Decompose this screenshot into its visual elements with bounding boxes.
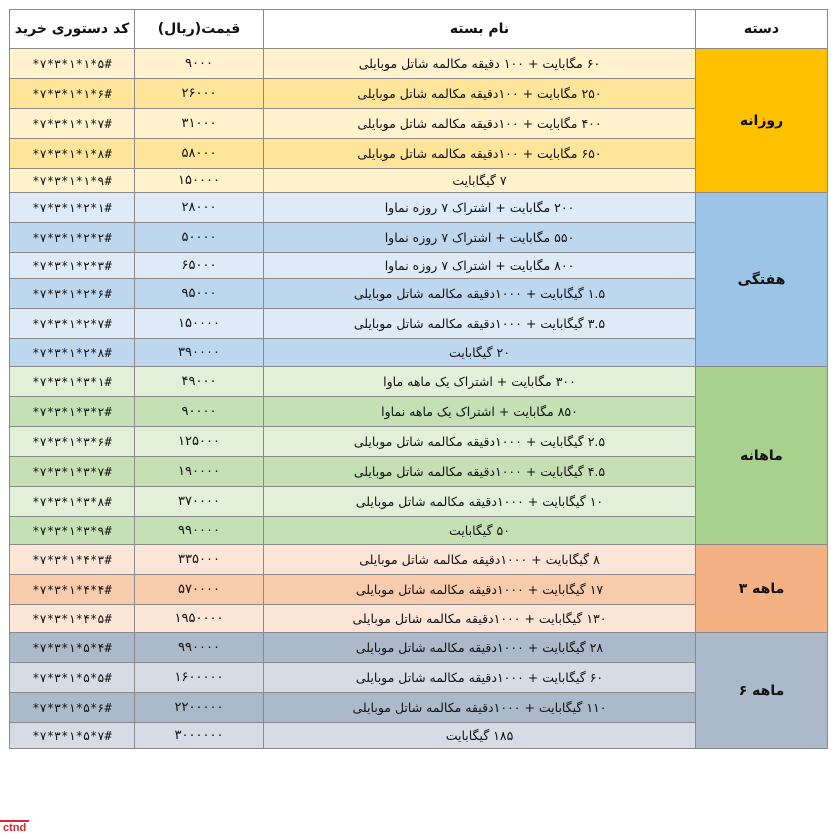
price-cell: ۱۹۰۰۰۰ [135, 457, 264, 487]
price-cell: ۱۵۰۰۰۰ [135, 309, 264, 339]
price-cell: ۱۹۵۰۰۰۰ [135, 605, 264, 633]
price-cell: ۵۷۰۰۰۰ [135, 575, 264, 605]
package-name-cell: ۴۰۰ مگابایت + ۱۰۰دقیقه مکالمه شاتل موبایلی [264, 109, 696, 139]
header-code: کد دستوری خرید [10, 10, 135, 49]
purchase-code-cell: *۷*۳*۱*۵*۶# [10, 693, 135, 723]
packages-table [9, 9, 828, 749]
price-cell: ۳۳۵۰۰۰ [135, 545, 264, 575]
package-name-cell: ۱۷ گیگابایت + ۱۰۰۰دقیقه مکالمه شاتل موبایلی [264, 575, 696, 605]
category-cell: روزانه [696, 49, 828, 193]
package-name-cell: ۲۰۰ مگابایت + اشتراک ۷ روزه نماوا [264, 193, 696, 223]
price-cell: ۳۹۰۰۰۰ [135, 339, 264, 367]
price-cell: ۹۰۰۰ [135, 49, 264, 79]
table-row [10, 367, 828, 397]
package-name-cell: ۶۰ مگابایت + ۱۰۰ دقیقه مکالمه شاتل موبایلی [264, 49, 696, 79]
category-cell: ماهانه [696, 367, 828, 545]
header-row [10, 10, 828, 49]
purchase-code-cell: *۷*۳*۱*۵*۴# [10, 633, 135, 663]
package-name-cell: ۱۰ گیگابایت + ۱۰۰۰دقیقه مکالمه شاتل موبایلی [264, 487, 696, 517]
purchase-code-cell: *۷*۳*۱*۵*۷# [10, 723, 135, 749]
price-cell: ۹۰۰۰۰ [135, 397, 264, 427]
package-name-cell: ۸۵۰ مگابایت + اشتراک یک ماهه نماوا [264, 397, 696, 427]
price-cell: ۵۸۰۰۰ [135, 139, 264, 169]
purchase-code-cell: *۷*۳*۱*۳*۱# [10, 367, 135, 397]
price-cell: ۵۰۰۰۰ [135, 223, 264, 253]
purchase-code-cell: *۷*۳*۱*۳*۲# [10, 397, 135, 427]
package-name-cell: ۴.۵ گیگابایت + ۱۰۰۰دقیقه مکالمه شاتل موبایلی [264, 457, 696, 487]
package-name-cell: ۱.۵ گیگابایت + ۱۰۰۰دقیقه مکالمه شاتل موبایلی [264, 279, 696, 309]
table-body [10, 49, 828, 749]
price-cell: ۲۸۰۰۰ [135, 193, 264, 223]
price-cell: ۹۵۰۰۰ [135, 279, 264, 309]
header-price: قیمت(ریال) [135, 10, 264, 49]
purchase-code-cell: *۷*۳*۱*۲*۸# [10, 339, 135, 367]
package-name-cell: ۸ گیگابایت + ۱۰۰۰دقیقه مکالمه شاتل موبایلی [264, 545, 696, 575]
price-cell: ۳۰۰۰۰۰۰ [135, 723, 264, 749]
purchase-code-cell: *۷*۳*۱*۳*۹# [10, 517, 135, 545]
table-row [10, 545, 828, 575]
price-cell: ۱۶۰۰۰۰۰ [135, 663, 264, 693]
package-name-cell: ۵۵۰ مگابایت + اشتراک ۷ روزه نماوا [264, 223, 696, 253]
price-cell: ۱۲۵۰۰۰ [135, 427, 264, 457]
table-row [10, 193, 828, 223]
purchase-code-cell: *۷*۳*۱*۱*۸# [10, 139, 135, 169]
price-cell: ۱۵۰۰۰۰ [135, 169, 264, 193]
price-cell: ۳۷۰۰۰۰ [135, 487, 264, 517]
purchase-code-cell: *۷*۳*۱*۴*۵# [10, 605, 135, 633]
purchase-code-cell: *۷*۳*۱*۲*۱# [10, 193, 135, 223]
category-cell: هفتگی [696, 193, 828, 367]
purchase-code-cell: *۷*۳*۱*۵*۵# [10, 663, 135, 693]
category-cell: ۳ ماهه [696, 545, 828, 633]
price-cell: ۴۹۰۰۰ [135, 367, 264, 397]
package-name-cell: ۲۸ گیگابایت + ۱۰۰۰دقیقه مکالمه شاتل موبایلی [264, 633, 696, 663]
purchase-code-cell: *۷*۳*۱*۳*۸# [10, 487, 135, 517]
purchase-code-cell: *۷*۳*۱*۱*۶# [10, 79, 135, 109]
purchase-code-cell: *۷*۳*۱*۲*۶# [10, 279, 135, 309]
package-name-cell: ۲۵۰ مگابایت + ۱۰۰دقیقه مکالمه شاتل موبایلی [264, 79, 696, 109]
purchase-code-cell: *۷*۳*۱*۲*۷# [10, 309, 135, 339]
package-name-cell: ۱۳۰ گیگابایت + ۱۰۰۰دقیقه مکالمه شاتل موبایلی [264, 605, 696, 633]
purchase-code-cell: *۷*۳*۱*۲*۲# [10, 223, 135, 253]
package-name-cell: ۳۰۰ مگابایت + اشتراک یک ماهه ماوا [264, 367, 696, 397]
package-name-cell: ۵۰ گیگابایت [264, 517, 696, 545]
category-cell: ۶ ماهه [696, 633, 828, 749]
purchase-code-cell: *۷*۳*۱*۱*۵# [10, 49, 135, 79]
price-cell: ۹۹۰۰۰۰ [135, 633, 264, 663]
purchase-code-cell: *۷*۳*۱*۴*۴# [10, 575, 135, 605]
price-cell: ۲۲۰۰۰۰۰ [135, 693, 264, 723]
package-name-cell: ۲۰ گیگابایت [264, 339, 696, 367]
package-name-cell: ۸۰۰ مگابایت + اشتراک ۷ روزه نماوا [264, 253, 696, 279]
package-name-cell: ۷ گیگابایت [264, 169, 696, 193]
purchase-code-cell: *۷*۳*۱*۲*۳# [10, 253, 135, 279]
package-name-cell: ۲.۵ گیگابایت + ۱۰۰۰دقیقه مکالمه شاتل موبایلی [264, 427, 696, 457]
price-cell: ۳۱۰۰۰ [135, 109, 264, 139]
package-name-cell: ۶۵۰ مگابایت + ۱۰۰دقیقه مکالمه شاتل موبایلی [264, 139, 696, 169]
table-row [10, 49, 828, 79]
header-category: دسته [696, 10, 828, 49]
purchase-code-cell: *۷*۳*۱*۱*۷# [10, 109, 135, 139]
package-name-cell: ۳.۵ گیگابایت + ۱۰۰۰دقیقه مکالمه شاتل موبایلی [264, 309, 696, 339]
price-cell: ۲۶۰۰۰ [135, 79, 264, 109]
purchase-code-cell: *۷*۳*۱*۳*۶# [10, 427, 135, 457]
purchase-code-cell: *۷*۳*۱*۴*۳# [10, 545, 135, 575]
ctnd-logo: ctnd [0, 820, 29, 835]
package-name-cell: ۱۱۰ گیگابایت + ۱۰۰۰دقیقه مکالمه شاتل موبایلی [264, 693, 696, 723]
package-name-cell: ۱۸۵ گیگابایت [264, 723, 696, 749]
price-cell: ۹۹۰۰۰۰ [135, 517, 264, 545]
package-name-cell: ۶۰ گیگابایت + ۱۰۰۰دقیقه مکالمه شاتل موبایلی [264, 663, 696, 693]
purchase-code-cell: *۷*۳*۱*۱*۹# [10, 169, 135, 193]
header-name: نام بسته [264, 10, 696, 49]
table-row [10, 633, 828, 663]
price-cell: ۶۵۰۰۰ [135, 253, 264, 279]
purchase-code-cell: *۷*۳*۱*۳*۷# [10, 457, 135, 487]
